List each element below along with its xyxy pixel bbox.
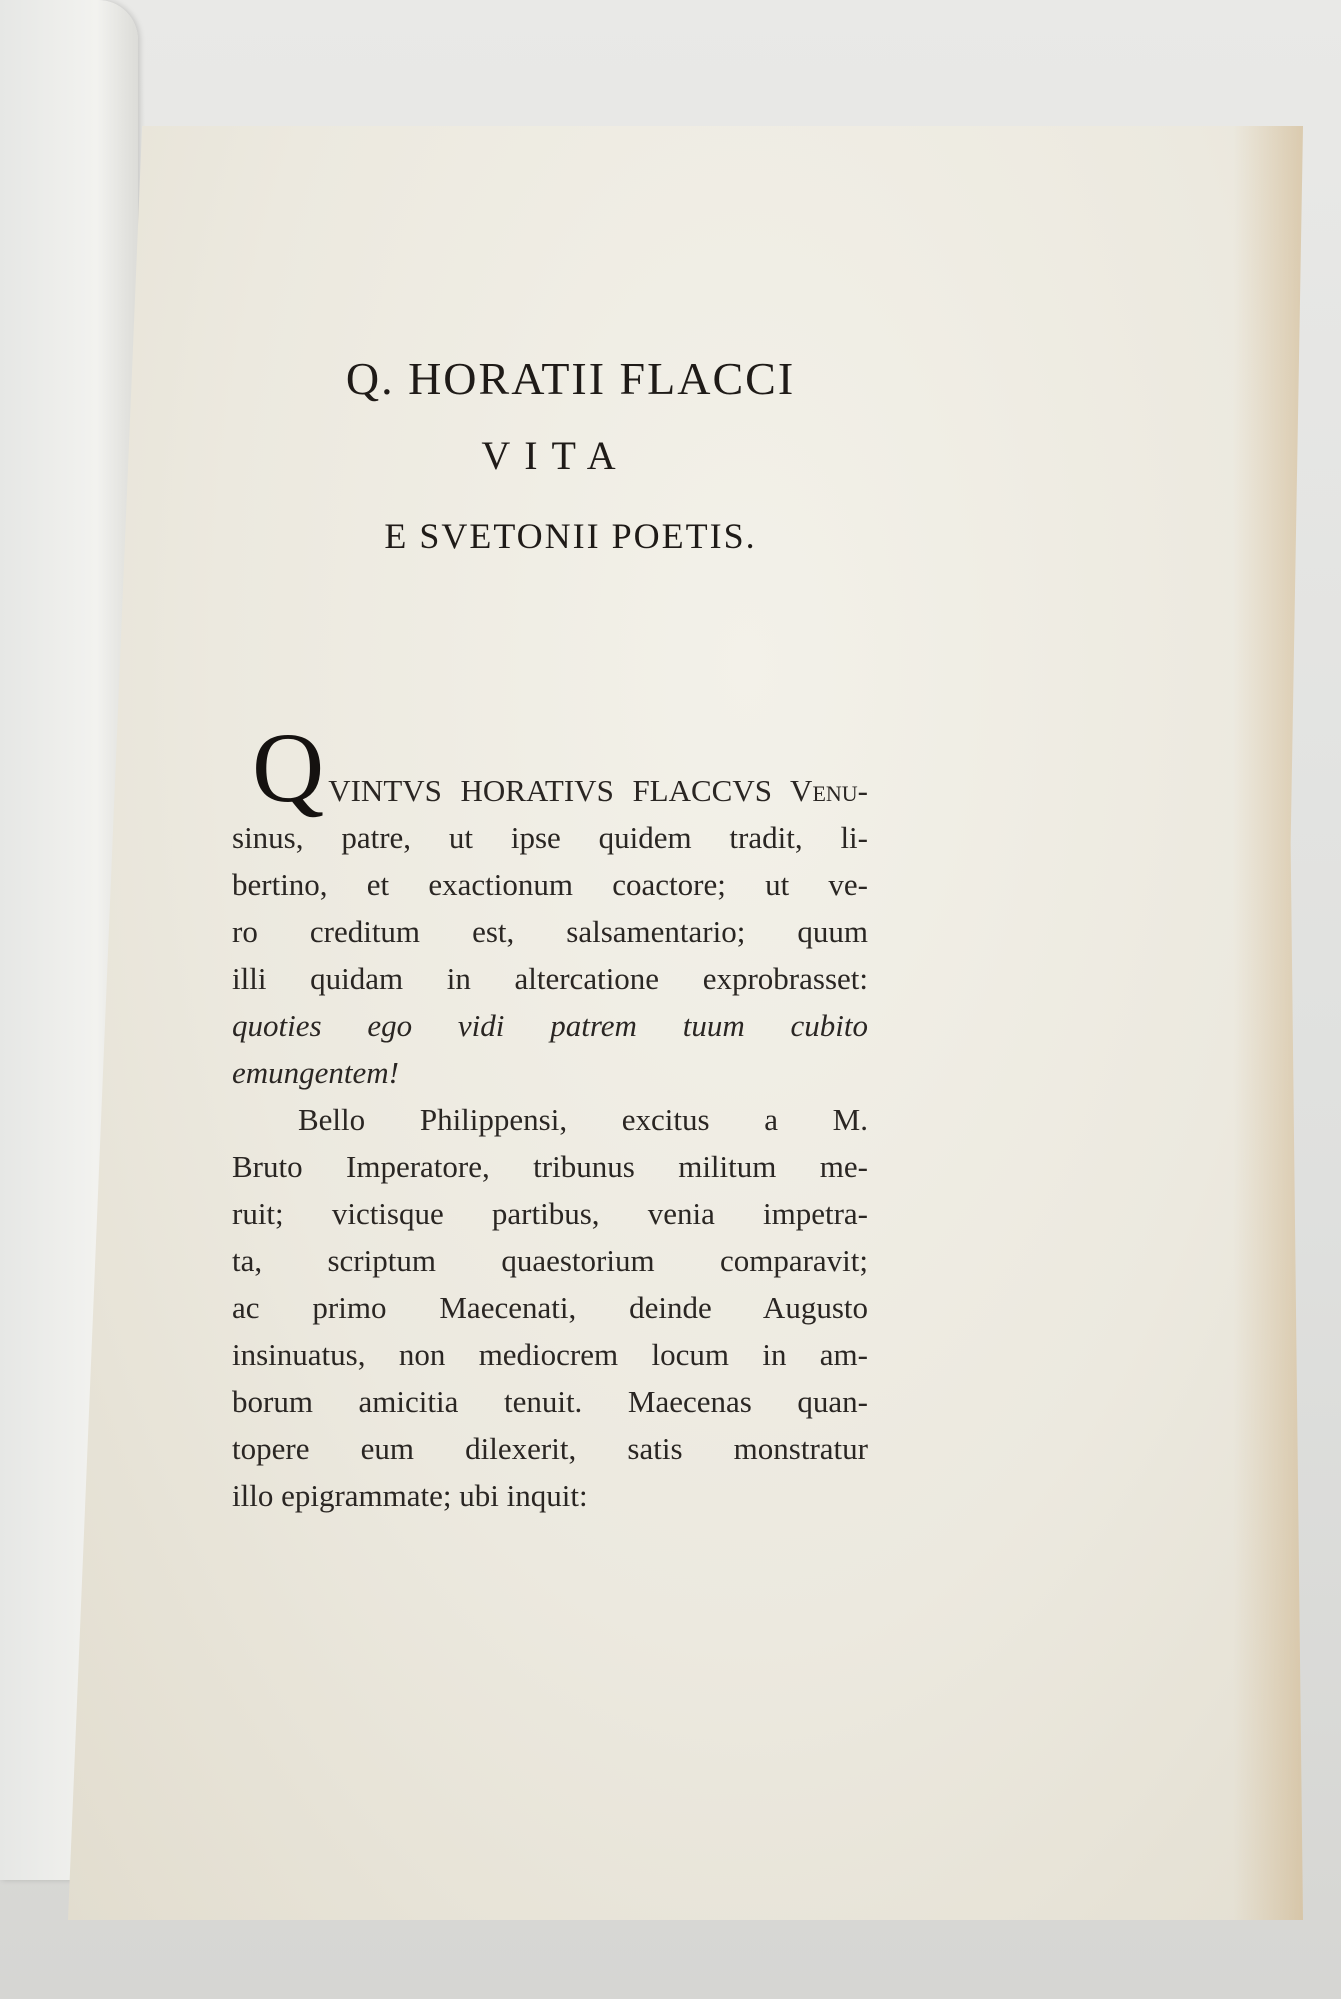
text-line-first: [232, 712, 868, 823]
text-line: bertino, et exactionum coactore; ut ve-: [232, 867, 868, 902]
text-line: illi quidam in altercatione exprobrasset:: [232, 961, 868, 996]
text-line: ruit; victisque partibus, venia impetra-: [232, 1196, 868, 1231]
drop-cap: Q: [252, 712, 325, 823]
text-line: borum amicitia tenuit. Maecenas quan-: [232, 1384, 868, 1419]
text-line: insinuatus, non mediocrem locum in am-: [232, 1337, 868, 1372]
text-line: illo epigrammate; ubi inquit:: [232, 1478, 588, 1513]
text-line: Bello Philippensi, excitus a M.: [298, 1102, 868, 1137]
text-line: VINTVS HORATIVS FLACCVS Venu-: [328, 773, 868, 808]
text-line: topere eum dilexerit, satis monstratur: [232, 1431, 868, 1466]
text-line: Bruto Imperatore, tribunus militum me-: [232, 1149, 868, 1184]
text-line: ta, scriptum quaestorium comparavit;: [232, 1243, 868, 1278]
text-line-italic: emungentem!: [232, 1055, 399, 1090]
title-source: E SVETONII POETIS.: [384, 516, 757, 556]
text-line: ro creditum est, salsamentario; quum: [232, 914, 868, 949]
title-author: Q. HORATII FLACCI: [345, 353, 796, 404]
title-vita: VITA: [481, 433, 630, 478]
text-line: sinus, patre, ut ipse quidem tradit, li-: [232, 820, 868, 855]
text-line: ac primo Maecenati, deinde Augusto: [232, 1290, 868, 1325]
body-text: [232, 712, 868, 1519]
text-line-italic: quoties ego vidi patrem tuum cubito: [232, 1008, 868, 1043]
